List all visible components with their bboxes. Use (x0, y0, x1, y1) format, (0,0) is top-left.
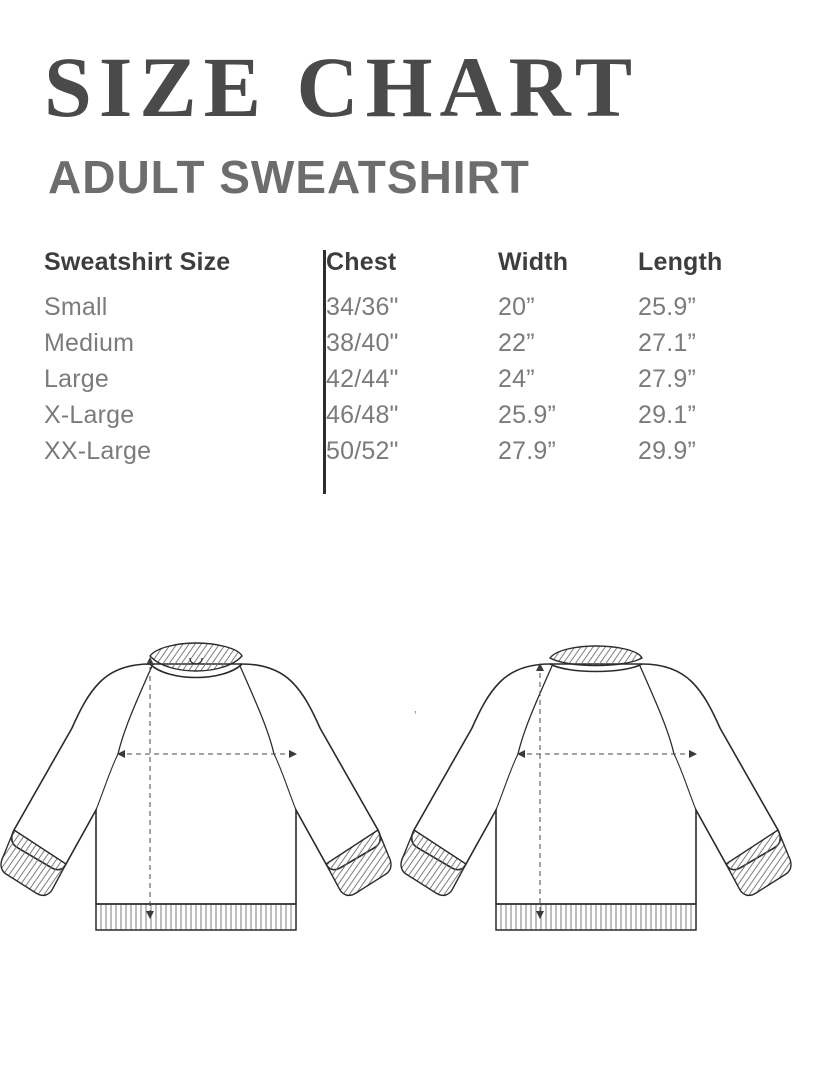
cell-size: XX-Large (44, 437, 152, 465)
cell-width: 27.9” (498, 437, 556, 465)
cell-chest: 50/52" (326, 437, 399, 465)
table-vertical-divider (323, 250, 326, 494)
size-table (44, 248, 774, 469)
table-row (44, 325, 774, 361)
page-title: SIZE CHART (44, 39, 640, 135)
cell-chest: 34/36" (326, 293, 399, 321)
cell-length: 29.9” (638, 437, 696, 465)
cell-size: Medium (44, 329, 135, 357)
front-measure-guides (118, 658, 296, 918)
back-measure-guides (518, 664, 696, 918)
cell-length: 29.1” (638, 401, 696, 429)
table-header-row (44, 248, 774, 289)
cell-size: Small (44, 293, 108, 321)
cell-size: Large (44, 365, 109, 393)
column-header-chest: Chest (326, 248, 397, 276)
page-subtitle: ADULT SWEATSHIRT (48, 151, 530, 203)
cell-chest: 38/40" (326, 329, 399, 357)
cell-length: 27.9” (638, 365, 696, 393)
cell-width: 22” (498, 329, 535, 357)
size-table-wrapper (44, 248, 775, 469)
cell-chest: 42/44" (326, 365, 399, 393)
table-row (44, 433, 774, 469)
sweatshirt-illustrations (0, 642, 819, 972)
cell-chest: 46/48" (326, 401, 399, 429)
column-header-width: Width (498, 248, 569, 276)
stray-mark: ’ (414, 708, 417, 723)
sweatshirt-front-view (1, 643, 391, 930)
size-chart-page (0, 39, 819, 1068)
sweatshirt-back-view (401, 646, 791, 930)
table-row (44, 289, 774, 325)
column-header-size: Sweatshirt Size (44, 248, 231, 276)
cell-length: 25.9” (638, 293, 696, 321)
cell-size: X-Large (44, 401, 135, 429)
cell-width: 25.9” (498, 401, 556, 429)
cell-width: 20” (498, 293, 535, 321)
table-row (44, 361, 774, 397)
cell-width: 24” (498, 365, 535, 393)
column-header-length: Length (638, 248, 723, 276)
cell-length: 27.1” (638, 329, 696, 357)
table-row (44, 397, 774, 433)
